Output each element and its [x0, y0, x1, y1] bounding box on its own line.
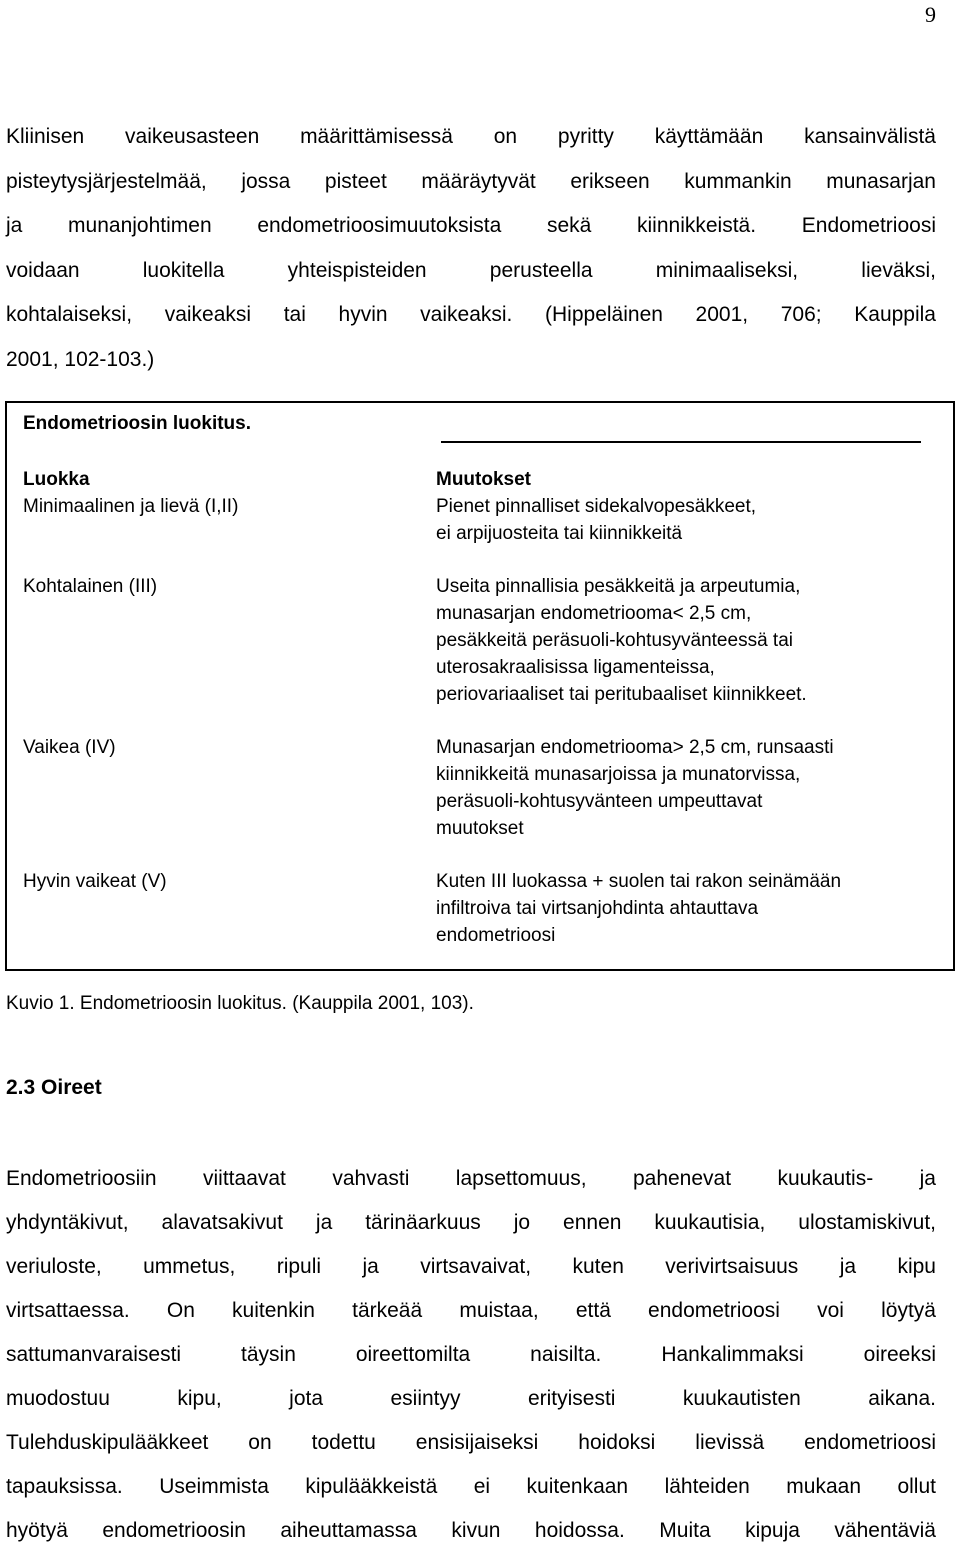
intro-line: voidaan luokitella yhteispisteiden perusteella minimaaliseksi, lieväksi,	[6, 258, 936, 282]
body-line: hyötyä endometrioosin aiheuttamassa kivun hoidossa. Muita kipuja vähentäviä	[6, 1519, 936, 1542]
classification-figure	[5, 401, 955, 971]
changes-line: endometrioosi	[436, 925, 556, 946]
changes-line: uterosakraalisissa ligamenteissa,	[436, 657, 715, 678]
changes-line: ei arpijuosteita tai kiinnikkeitä	[436, 523, 683, 544]
changes-line: Useita pinnallisia pesäkkeitä ja arpeutumia,	[436, 576, 801, 597]
changes-line: periovariaaliset tai peritubaaliset kiinnikkeet.	[436, 684, 807, 705]
changes-line: munasarjan endometriooma< 2,5 cm,	[436, 603, 752, 624]
intro-line: Kliinisen vaikeusasteen määrittämisessä on pyritty käyttämään kansainvälistä	[6, 125, 936, 148]
changes-line: muutokset	[436, 818, 524, 839]
figure-caption: Kuvio 1. Endometrioosin luokitus. (Kauppila 2001, 103).	[6, 993, 474, 1014]
changes-line: Munasarjan endometriooma> 2,5 cm, runsaasti	[436, 737, 834, 758]
body-paragraph	[6, 1157, 936, 1553]
changes-line: pesäkkeitä peräsuoli-kohtusyvänteessä tai	[436, 630, 793, 651]
changes-severe	[436, 734, 941, 842]
body-line: Endometrioosiin viittaavat vahvasti lapsettomuus, pahenevat kuukautis- ja	[6, 1167, 936, 1190]
body-line: veriuloste, ummetus, ripuli ja virtsavaivat, kuten verivirtsaisuus ja kipu	[6, 1255, 936, 1278]
body-line: tapauksissa. Useimmista kipulääkkeistä ei kuitenkaan lähteiden mukaan ollut	[6, 1475, 936, 1498]
section-heading: 2.3 Oireet	[6, 1076, 102, 1099]
changes-moderate	[436, 573, 941, 708]
body-line: virtsattaessa. On kuitenkin tärkeää muistaa, että endometrioosi voi löytyä	[6, 1299, 936, 1322]
title-rule	[441, 441, 921, 443]
changes-minimal	[436, 493, 941, 547]
class-very-severe: Hyvin vaikeat (V)	[23, 871, 167, 892]
intro-line: pisteytysjärjestelmää, jossa pisteet määräytyvät erikseen kummankin munasarjan	[6, 169, 936, 193]
intro-line: kohtalaiseksi, vaikeaksi tai hyvin vaikeaksi. (Hippeläinen 2001, 706; Kauppila	[6, 303, 936, 326]
changes-very-severe	[436, 868, 941, 949]
intro-paragraph	[6, 115, 936, 382]
changes-line: kiinnikkeitä munasarjoissa ja munatorvissa,	[436, 764, 801, 785]
figure-title: Endometrioosin luokitus.	[23, 413, 252, 434]
class-severe: Vaikea (IV)	[23, 737, 116, 758]
intro-line: ja munanjohtimen endometrioosimuutoksista sekä kiinnikkeistä. Endometrioosi	[6, 214, 936, 237]
header-changes: Muutokset	[436, 469, 531, 490]
body-line: yhdyntäkivut, alavatsakivut ja tärinäarkuus jo ennen kuukautisia, ulostamiskivut,	[6, 1211, 936, 1234]
changes-line: Kuten III luokassa + suolen tai rakon seinämään	[436, 871, 842, 892]
body-line: muodostuu kipu, jota esiintyy erityisesti kuukautisten aikana.	[6, 1387, 936, 1410]
page-number: 9	[925, 2, 936, 27]
body-line: sattumanvaraisesti täysin oireettomilta naisilta. Hankalimmaksi oireeksi	[6, 1343, 936, 1366]
class-minimal: Minimaalinen ja lievä (I,II)	[23, 496, 239, 517]
body-line: Tulehduskipulääkkeet on todettu ensisijaiseksi hoidoksi lievissä endometrioosi	[6, 1431, 936, 1454]
changes-line: infiltroiva tai virtsanjohdinta ahtauttava	[436, 898, 759, 919]
changes-line: Pienet pinnalliset sidekalvopesäkkeet,	[436, 496, 757, 517]
changes-line: peräsuoli-kohtusyvänteen umpeuttavat	[436, 791, 763, 812]
intro-line: 2001, 102-103.)	[6, 347, 155, 371]
class-moderate: Kohtalainen (III)	[23, 576, 158, 597]
header-class: Luokka	[23, 469, 90, 490]
